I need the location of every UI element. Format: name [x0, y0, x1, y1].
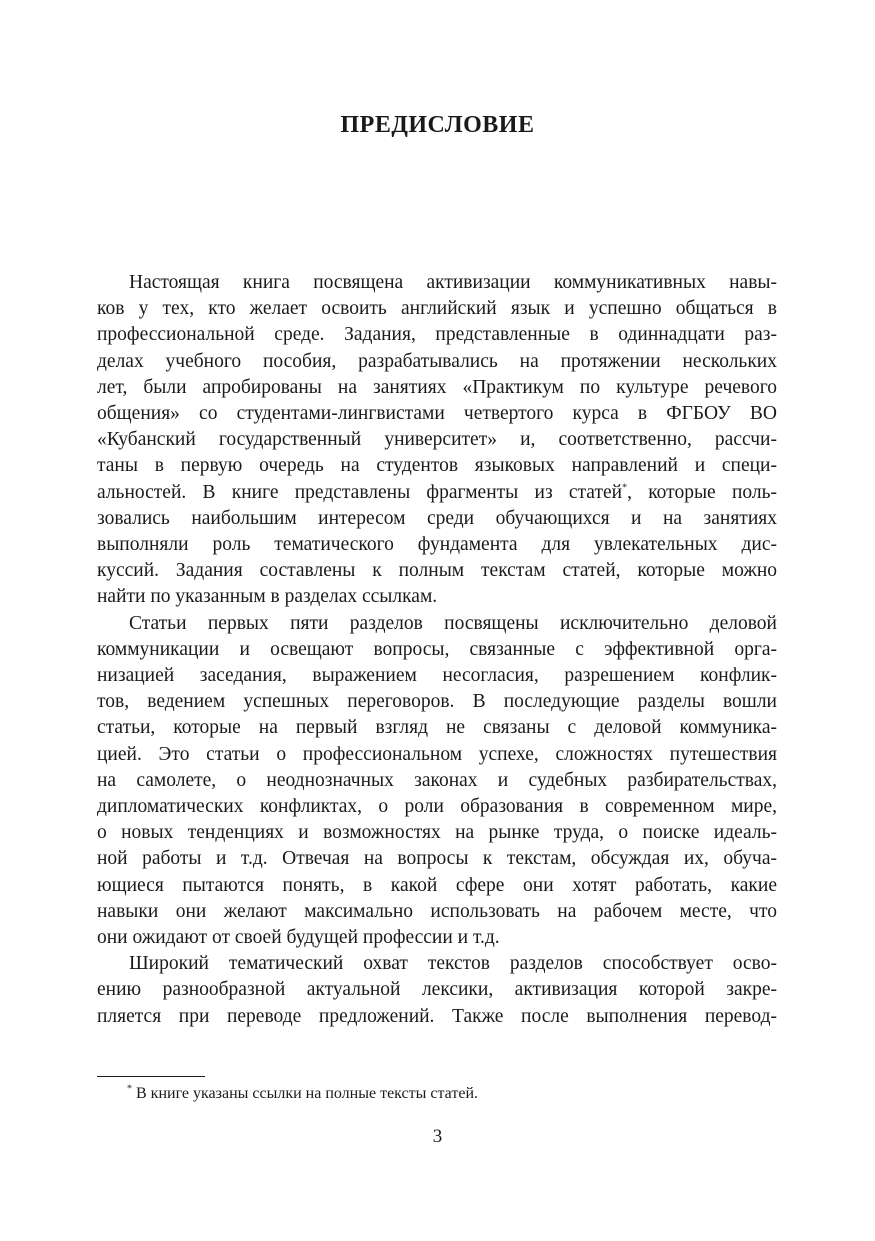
text-line: низацией заседания, выражением несогласия, разрешением конфлик- [97, 665, 777, 687]
page-number: 3 [432, 1126, 443, 1147]
text-line: куссий. Задания составлены к полным текстам статей, которые можно [97, 560, 777, 582]
text-line: зовались наибольшим интересом среди обучающихся и на занятиях [97, 507, 777, 529]
text-line: Настоящая книга посвящена активизации коммуникативных навы- [129, 272, 777, 293]
body-text [97, 270, 777, 1030]
text-line: статьи, которые на первый взгляд не связаны с деловой коммуника- [97, 717, 777, 739]
text-line: на самолете, о неоднозначных законах и судебных разбирательствах, [97, 769, 777, 791]
text-line: ной работы и т.д. Отвечая на вопросы к текстам, обсуждая их, обуча- [97, 848, 777, 870]
text-line: Широкий тематический охват текстов разделов способствует осво- [129, 953, 777, 975]
page-title: ПРЕДИСЛОВИЕ [340, 112, 535, 138]
text-line: общения» со студентами-лингвистами четвертого курса в ФГБОУ ВО [97, 403, 777, 425]
text-line: ков у тех, кто желает освоить английский язык и успешно общаться в [97, 298, 777, 320]
paragraph-2 [97, 611, 777, 952]
text-line: Статьи первых пяти разделов посвящены исключительно деловой [129, 612, 777, 634]
text-line: они ожидают от своей будущей профессии и т.д. [97, 927, 500, 949]
text-line: «Кубанский государственный университет» и, соответственно, рассчи- [97, 429, 777, 451]
text-line: цией. Это статьи о профессиональном успехе, сложностях путешествия [97, 743, 777, 765]
text-line: ющиеся пытаются понять, в какой сфере они хотят работать, какие [97, 874, 777, 896]
text-line: ению разнообразной актуальной лексики, активизация которой закре- [97, 979, 777, 1001]
text-segment: альностей. В книге представлены фрагменты из статей [97, 481, 623, 503]
footnote-text: В книге указаны ссылки на полные тексты статей. [132, 1085, 479, 1102]
text-line: дипломатических конфликтах, о роли образования в современном мире, [97, 796, 777, 818]
text-line: выполняли роль тематического фундамента для увлекательных дис- [97, 534, 777, 556]
text-line: тов, ведением успешных переговоров. В последующие разделы вошли [97, 691, 777, 713]
footnote-mark: * [127, 1083, 132, 1095]
text-line: навыки они желают максимально использовать на рабочем месте, что [97, 900, 777, 922]
paragraph-3 [97, 951, 777, 1030]
text-line: профессиональной среде. Задания, представленные в одиннадцати раз- [97, 324, 777, 346]
text-line: таны в первую очередь на студентов языковых направлений и специ- [97, 455, 777, 477]
text-line: пляется при переводе предложений. Также после выполнения перевод- [97, 1005, 777, 1027]
text-segment: , которые поль- [627, 481, 777, 503]
text-line: коммуникации и освещают вопросы, связанные с эффективной орга- [97, 638, 777, 660]
footnote-reference: * [622, 482, 628, 494]
text-line: о новых тенденциях и возможностях на рынке труда, о поиске идеаль- [97, 822, 777, 844]
footnote [127, 1083, 478, 1105]
footnote-divider [97, 1076, 205, 1077]
text-line: лет, были апробированы на занятиях «Практикум по культуре речевого [97, 376, 777, 398]
paragraph-1 [97, 270, 777, 611]
text-line: делах учебного пособия, разрабатывались на протяжении нескольких [97, 350, 777, 372]
text-line-with-footnote [97, 480, 777, 506]
text-line: найти по указанным в разделах ссылкам. [97, 586, 438, 608]
